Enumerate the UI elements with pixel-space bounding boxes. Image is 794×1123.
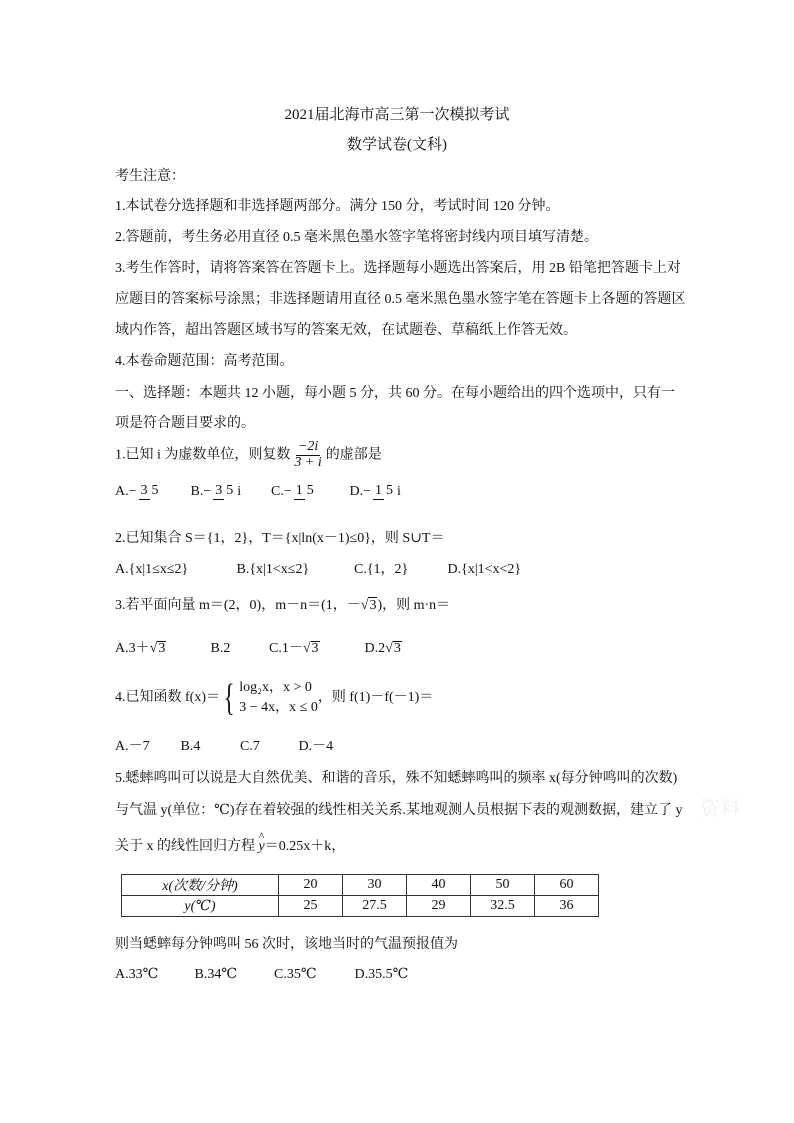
q3-stem-post: )，则 m·n＝: [377, 598, 451, 613]
q1-d-den: 5: [386, 483, 394, 498]
q4-piecewise: [220, 678, 318, 717]
question-5-line-2: 与气温 y(单位：℃)存在着较强的线性相关关系.某地观测人员根据下表的观测数据，建立了 y: [115, 803, 683, 818]
q3-stem-pre: 3.若平面向量 m＝(2，0)，m－n＝(1，－: [115, 598, 361, 613]
question-5-ask: 则当蟋蟀每分钟鸣叫 56 次时，该地当时的气温预报值为: [115, 937, 458, 952]
watermark: 资料: [700, 798, 740, 820]
notice-heading: 考生注意：: [115, 169, 185, 184]
q1-b-frac: [213, 484, 235, 500]
q1-stem-post: 的虚部是: [325, 447, 382, 463]
q4-option-c: C.7: [240, 739, 260, 754]
notice-item: 域内作答，超出答题区域书写的答案无效，在试题卷、草稿纸上作答无效。: [115, 323, 577, 338]
q3-option-b: B.2: [210, 641, 231, 656]
q1-b-num: 3: [215, 483, 223, 498]
q3-a-pre: A.3＋: [115, 641, 150, 656]
q5-hat: ^: [258, 829, 264, 843]
q3-stem-rad: 3: [369, 598, 377, 613]
table-cell: 60: [535, 875, 599, 896]
question-5-line-1: 5.蟋蟀鸣叫可以说是大自然优美、和谐的音乐，殊不知蟋蟀鸣叫的频率 x(每分钟鸣叫的次数): [115, 771, 678, 786]
table-cell: 50: [471, 875, 535, 896]
question-4-options: [115, 740, 333, 754]
q1-b-den: 5: [226, 483, 234, 498]
q3-option-a: [115, 641, 207, 656]
exam-title: 2021届北海市高三第一次模拟考试: [284, 107, 510, 123]
notice-item: 2.答题前，考生务必用直径 0.5 毫米黑色墨水签字笔将密封线内项目填写清楚。: [115, 230, 598, 245]
q1-a-label: A.: [115, 484, 129, 500]
q1-d-num: 1: [375, 483, 383, 498]
section-heading-cont: 项是符合题目要求的。: [115, 416, 255, 431]
q1-c-frac: [294, 484, 316, 500]
q3-d-rad: 3: [393, 641, 401, 656]
q4-option-b: B.4: [180, 739, 201, 754]
question-3-options: [115, 641, 402, 656]
q2-option-c: C.{1，2}: [354, 562, 409, 577]
section-heading: 一、选择题：本题共 12 小题，每小题 5 分，共 60 分。在每小题给出的四个选项中，只有一: [115, 386, 675, 401]
q2-option-a: A.{x|1≤x≤2}: [115, 562, 189, 577]
q1-a-num: 3: [140, 483, 148, 498]
q1-option-d: [350, 484, 401, 500]
q1-option-c: [271, 484, 346, 500]
notice-item: 4.本卷命题范围：高考范围。: [115, 354, 294, 369]
question-4-stem: [115, 678, 433, 717]
exam-subtitle: 数学试卷(文科): [347, 137, 447, 153]
table-cell: 27.5: [343, 896, 407, 917]
q4-case-1: log₂x，x > 0: [239, 680, 312, 695]
q4-brace: {: [223, 676, 235, 719]
question-3-stem: [115, 599, 450, 613]
q5-yhat: [258, 829, 265, 854]
q1-stem-pre: 1.已知 i 为虚数单位，则复数: [115, 447, 291, 463]
table-row: [122, 896, 599, 917]
q5-option-d: D.35.5℃: [354, 967, 409, 982]
notice-item: 1.本试卷分选择题和非选择题两部分。满分 150 分，考试时间 120 分钟。: [115, 199, 560, 214]
q4-option-a: A.－7: [115, 739, 150, 754]
question-5-line-3: [115, 829, 346, 854]
notice-item: 应题目的答案标号涂黑；非选择题请用直径 0.5 毫米黑色墨水签字笔在答题卡上各题的答题区: [115, 292, 686, 307]
table-cell: 40: [407, 875, 471, 896]
q3-c-sqrt: √3: [302, 641, 319, 656]
q1-fraction: [292, 440, 323, 470]
question-2-stem: 2.已知集合 S＝{1，2}，T＝{x|ln(x－1)≤0}，则 S∪T＝: [115, 531, 445, 546]
table-row-label-x: x(次数/分钟): [122, 875, 279, 896]
q5-line3-pre: 关于 x 的线性回归方程: [115, 839, 255, 854]
q1-a-den: 5: [151, 483, 159, 498]
table-row-label-y: y(℃): [122, 896, 279, 917]
table-cell: 20: [279, 875, 343, 896]
q1-b-label: B.: [190, 484, 204, 500]
q1-b-sign: −: [203, 484, 212, 500]
q1-frac-den: 3 + i: [294, 454, 322, 470]
question-1-stem: [115, 440, 382, 470]
q3-stem-sqrt: √3: [360, 598, 377, 613]
q1-a-sign: −: [128, 484, 137, 500]
question-5-options: [115, 968, 408, 982]
table-cell: 25: [279, 896, 343, 917]
q3-d-pre: D.2: [364, 641, 386, 656]
q1-b-suffix: i: [237, 484, 242, 500]
q4-stem-pre: 4.已知函数 f(x)＝: [115, 689, 220, 705]
observation-table: [121, 874, 599, 917]
q2-option-d: D.{x|1<x<2}: [447, 562, 522, 577]
q1-c-num: 1: [295, 483, 303, 498]
q1-d-frac: [373, 484, 395, 500]
q4-option-d: D.－4: [298, 739, 334, 754]
q1-frac-num: −2i: [297, 439, 319, 454]
q1-option-b: [191, 484, 268, 500]
q4-case-2: 3 − 4x，x ≤ 0: [239, 699, 318, 715]
question-2-options: [115, 563, 521, 577]
q5-option-c: C.35℃: [274, 967, 317, 982]
q1-d-label: D.: [349, 484, 364, 500]
q1-a-frac: [139, 484, 161, 500]
table-cell: 30: [343, 875, 407, 896]
table-cell: 32.5: [471, 896, 535, 917]
q5-option-a: A.33℃: [115, 967, 159, 982]
q1-option-a: [115, 484, 187, 500]
q4-cases: [239, 678, 318, 717]
q1-d-suffix: i: [397, 484, 401, 500]
q3-option-c: [269, 641, 361, 656]
q3-c-rad: 3: [311, 641, 319, 656]
q5-line3-post: ＝0.25x＋k，: [264, 839, 346, 854]
q1-c-sign: −: [283, 484, 292, 500]
table-cell: 36: [535, 896, 599, 917]
q3-d-sqrt: √3: [385, 641, 401, 656]
q2-option-b: B.{x|1<x≤2}: [236, 562, 310, 577]
q1-c-label: C.: [271, 484, 284, 500]
q3-a-rad: 3: [158, 641, 166, 656]
table-cell: 29: [407, 896, 471, 917]
notice-item: 3.考生作答时，请将答案答在答题卡上。选择题每小题选出答案后，用 2B 铅笔把答题卡上对: [115, 261, 681, 276]
q3-option-d: [365, 641, 402, 656]
q3-c-pre: C.1－: [269, 641, 303, 656]
q5-y: y: [258, 839, 265, 854]
q1-c-den: 5: [306, 483, 314, 498]
table-row: [122, 875, 599, 896]
q5-option-b: B.34℃: [194, 967, 237, 982]
q4-stem-post: ，则 f(1)－f(－1)＝: [317, 689, 434, 705]
q1-d-sign: −: [363, 484, 372, 500]
q3-a-sqrt: √3: [149, 641, 166, 656]
question-1-options: [115, 484, 401, 500]
